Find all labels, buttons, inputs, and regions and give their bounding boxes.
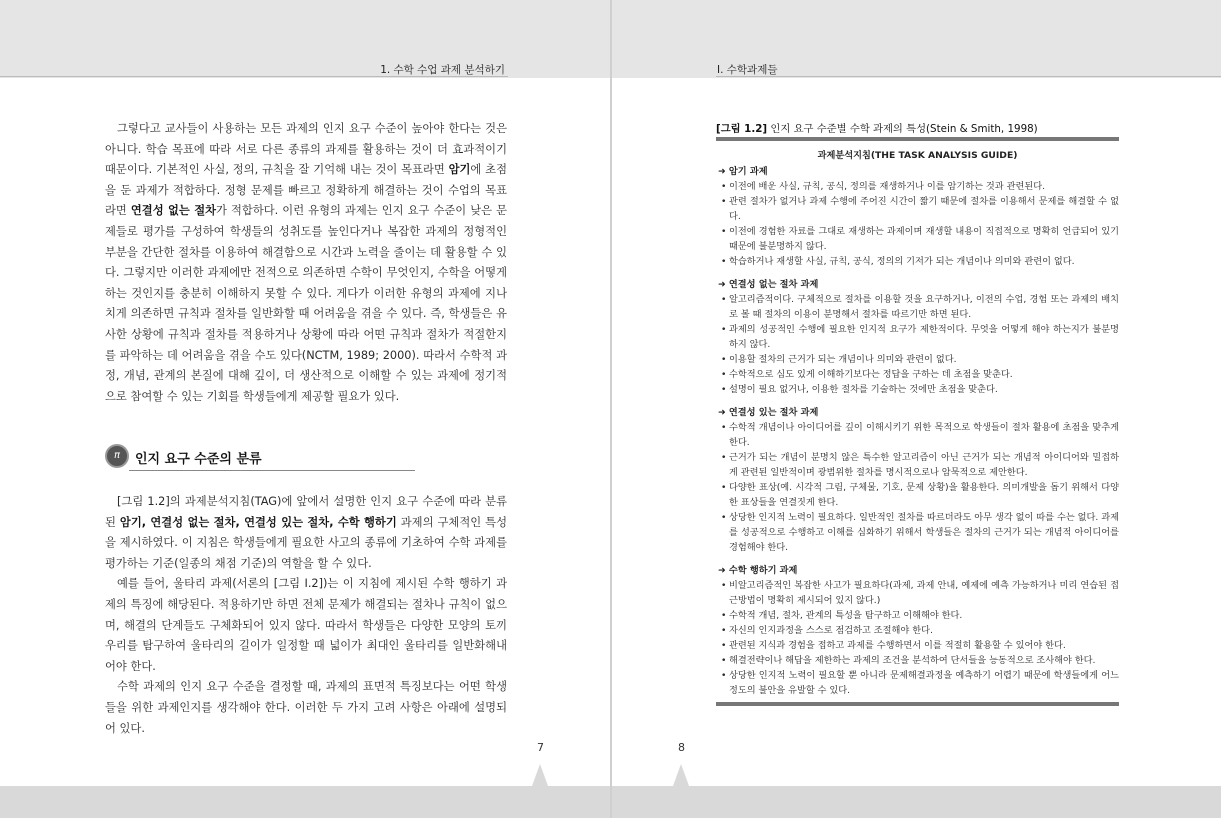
paragraph [105,574,507,677]
left-page-marker [532,764,548,786]
right-running-header: I. 수학과제들 [717,64,778,76]
left-body-text [105,119,507,407]
guide-item: • 수학적 개념이나 아이디어를 깊이 이해시키기 위한 목적으로 학생들이 절차 활용에 초점을 맞추게 한다. [716,420,1119,450]
guide-item: • 알고리즘적이다. 구체적으로 절차를 이용할 것을 요구하거나, 이전의 수업, 경험 또는 과제의 배치로 볼 때 절차의 이용이 분명해서 절차를 따르기만 하면 된다. [716,292,1119,322]
guide-item: • 학습하거나 재생할 사실, 규칙, 공식, 정의의 기저가 되는 개념이나 의미와 관련이 없다. [716,254,1119,269]
text-run: 수학 과제의 인지 요구 수준을 결정할 때, 과제의 표면적 특징보다는 어떤 학생들을 위한 과제인지를 생각해야 한다. 이러한 두 가지 고려 사항은 아래에 설명되어 있다. [105,680,507,735]
paragraph [105,677,507,739]
guide-item: • 관련 절차가 없거나 과제 수행에 주어진 시간이 짧기 때문에 절차를 이용해서 문제를 해결할 수 없다. [716,194,1119,224]
guide-item: • 설명이 필요 없거나, 이용한 절차를 기술하는 것에만 초점을 맞춘다. [716,382,1119,397]
bold-term: 암기, 연결성 없는 절차, 연결성 있는 절차, 수학 행하기 [119,515,397,529]
guide-item: • 관련된 지식과 경험을 접하고 과제를 수행하면서 이를 적절히 활용할 수 있어야 한다. [716,638,1119,653]
left-page-number: 7 [537,741,544,754]
section-heading [105,442,415,474]
guide-item: • 자신의 인지과정을 스스로 점검하고 조절해야 한다. [716,623,1119,638]
right-header-rule [716,76,1221,77]
guide-item: • 상당한 인지적 노력이 필요할 뿐 아니라 문제해결과정을 예측하기 어렵기 때문에 학생들에게 어느 정도의 불안을 유발할 수 있다. [716,668,1119,698]
guide-item: • 과제의 성공적인 수행에 필요한 인지적 요구가 제한적이다. 무엇을 어떻게 해야 하는지가 불분명하지 않다. [716,322,1119,352]
right-header-band [612,0,1221,78]
page-gutter [610,0,612,818]
guide-item: • 상당한 인지적 노력이 필요하다. 일반적인 절차를 따르더라도 아무 생각 없이 따를 수는 없다. 과제를 성공적으로 수행하고 이해를 심화하기 위해서 학생들은 절차의 근거가 되는 개념적 아이디어를 경험해야 한다. [716,510,1119,555]
guide-title: 과제분석지침(THE TASK ANALYSIS GUIDE) [817,150,1018,161]
text-run: 과제의 구체적인 특성을 제시하였다. 이 지침은 학생들에게 필요한 사고의 종류에 기초하여 수학 과제를 평가하는 기준(일종의 채점 기준)의 역할을 할 수 있다. [105,515,507,570]
figure-caption-text: 인지 요구 수준별 수학 과제의 특성(Stein & Smith, 1998) [770,123,1038,135]
guide-section-heading: ➜ 연결성 없는 절차 과제 [718,279,819,290]
guide-item: • 비알고리즘적인 복잡한 사고가 필요하다(과제, 과제 안내, 예제에 예측 가능하거나 미리 연습된 접근방법이 명확히 제시되어 있지 않다.) [716,578,1119,608]
guide-section [716,277,1119,397]
section-badge-icon: π [105,444,129,468]
guide-item-list [716,578,1119,698]
right-page-marker [673,764,689,786]
guide-item: • 이용할 절차의 근거가 되는 개념이나 의미와 관련이 없다. [716,352,1119,367]
section-underline [129,470,415,471]
guide-item-list [716,292,1119,397]
text-run: 가 적합하다. 이런 유형의 과제는 인지 요구 수준이 낮은 문제들로 평가를 구성하여 학생들의 성취도를 높인다거나 복잡한 과제의 정형적인 부분을 간단한 절차를 이용하여 해결함으로 시간과 노력을 줄이는 데 활용할 수 있다. 그렇지만 이러한 과제에만 전적으로 의존하면 수학이 무엇인지, 수학을 어떻게 하는 것인지를 충분히 이해하지 못할 수 있다. 게다가 이러한 유형의 과제에 지나치게 의존하면 규칙과 절차를 일반화할 때 어려움을 겪을 수 있다. 즉, 학생들은 유사한 상황에 규칙과 절차를 적용하거나 상황에 따라 어떤 규칙과 절차가 적절한지를 파악하는 데 어려움을 겪을 수도 있다(NCTM, 1989; 2000). 따라서 수학적 과정, 개념, 관계의 본질에 대해 깊이, 더 생산적으로 이해할 수 있는 과제에 정기적으로 참여할 수 있는 기회를 학생들에게 제공할 필요가 있다. [105,204,508,403]
section-title: 인지 요구 수준의 분류 [135,452,262,467]
guide-section-heading: ➜ 암기 과제 [718,166,768,177]
task-analysis-guide [716,137,1119,706]
guide-section [716,563,1119,698]
right-footer-band [612,786,1221,818]
guide-item: • 수학적 개념, 절차, 관계의 특성을 탐구하고 이해해야 한다. [716,608,1119,623]
text-run: 에 초점을 둔 과제가 적합하다. 정형 문제를 빠르고 정확하게 해결하는 것이 수업의 목표라면 [105,163,507,218]
guide-item: • 근거가 되는 개념이 분명치 않은 특수한 알고리즘이 아닌 근거가 되는 개념적 아이디어와 밀접하게 관련된 일반적이며 광범위한 절차를 명시적으로나 암묵적으로 제안한다. [716,450,1119,480]
left-header-band [0,0,610,78]
text-run: [그림 1.2]의 과제분석지침(TAG)에 앞에서 설명한 인지 요구 수준에 따라 분류된 [105,495,507,529]
bold-term: 암기 [448,163,471,177]
guide-item: • 수학적으로 심도 있게 이해하기보다는 정답을 구하는 데 초점을 맞춘다. [716,367,1119,382]
guide-section-heading: ➜ 수학 행하기 과제 [718,565,798,576]
guide-item-list [716,420,1119,555]
guide-item: • 이전에 배운 사실, 규칙, 공식, 정의를 재생하거나 이를 암기하는 것과 관련된다. [716,179,1119,194]
guide-section [716,164,1119,269]
guide-item: • 해결전략이나 해답을 제한하는 과제의 조건을 분석하여 단서들을 능동적으로 조사해야 한다. [716,653,1119,668]
right-page-number: 8 [678,741,685,754]
guide-section [716,405,1119,555]
left-running-header: 1. 수학 수업 과제 분석하기 [380,64,505,76]
guide-item: • 다양한 표상(예. 시각적 그림, 구체물, 기호, 문제 상황)을 활용한다. 의미개발을 돕기 위해서 다양한 표상들을 연결짓게 한다. [716,480,1119,510]
guide-item-list [716,179,1119,269]
left-footer-band [0,786,610,818]
text-run: 예를 들어, 울타리 과제(서론의 [그림 I.2])는 이 지침에 제시된 수학 행하기 과제의 특징에 해당된다. 적용하기만 하면 전체 문제가 해결되는 절차나 규칙이 없으며, 해결의 단계들도 구체화되어 있지 않다. 따라서 학생들은 다양한 모양의 토끼 우리를 탐구하여 울타리의 길이가 일정할 때 넓이가 최대인 울타리를 일반화해내어야 한다. [105,577,507,673]
paragraph [105,492,507,574]
guide-section-heading: ➜ 연결성 있는 절차 과제 [718,407,819,418]
figure-label: [그림 1.2] [716,123,768,135]
guide-item: • 이전에 경험한 자료를 그대로 재생하는 과제이며 재생할 내용이 직접적으로 명확히 언급되어 있기 때문에 불분명하지 않다. [716,224,1119,254]
bold-term: 연결성 없는 절차 [130,204,217,218]
section-body-text [105,492,507,739]
guide-sections [716,164,1119,698]
paragraph [105,119,507,407]
left-header-rule [0,76,508,77]
figure-caption [716,120,1038,135]
text-run: 그렇다고 교사들이 사용하는 모든 과제의 인지 요구 수준이 높아야 한다는 것은 아니다. 학습 목표에 따라 서로 다른 종류의 과제를 활용하는 것이 더 효과적이기 때문이다. 기본적인 사실, 정의, 규칙을 잘 기억해 내는 것이 목표라면 [105,122,507,177]
